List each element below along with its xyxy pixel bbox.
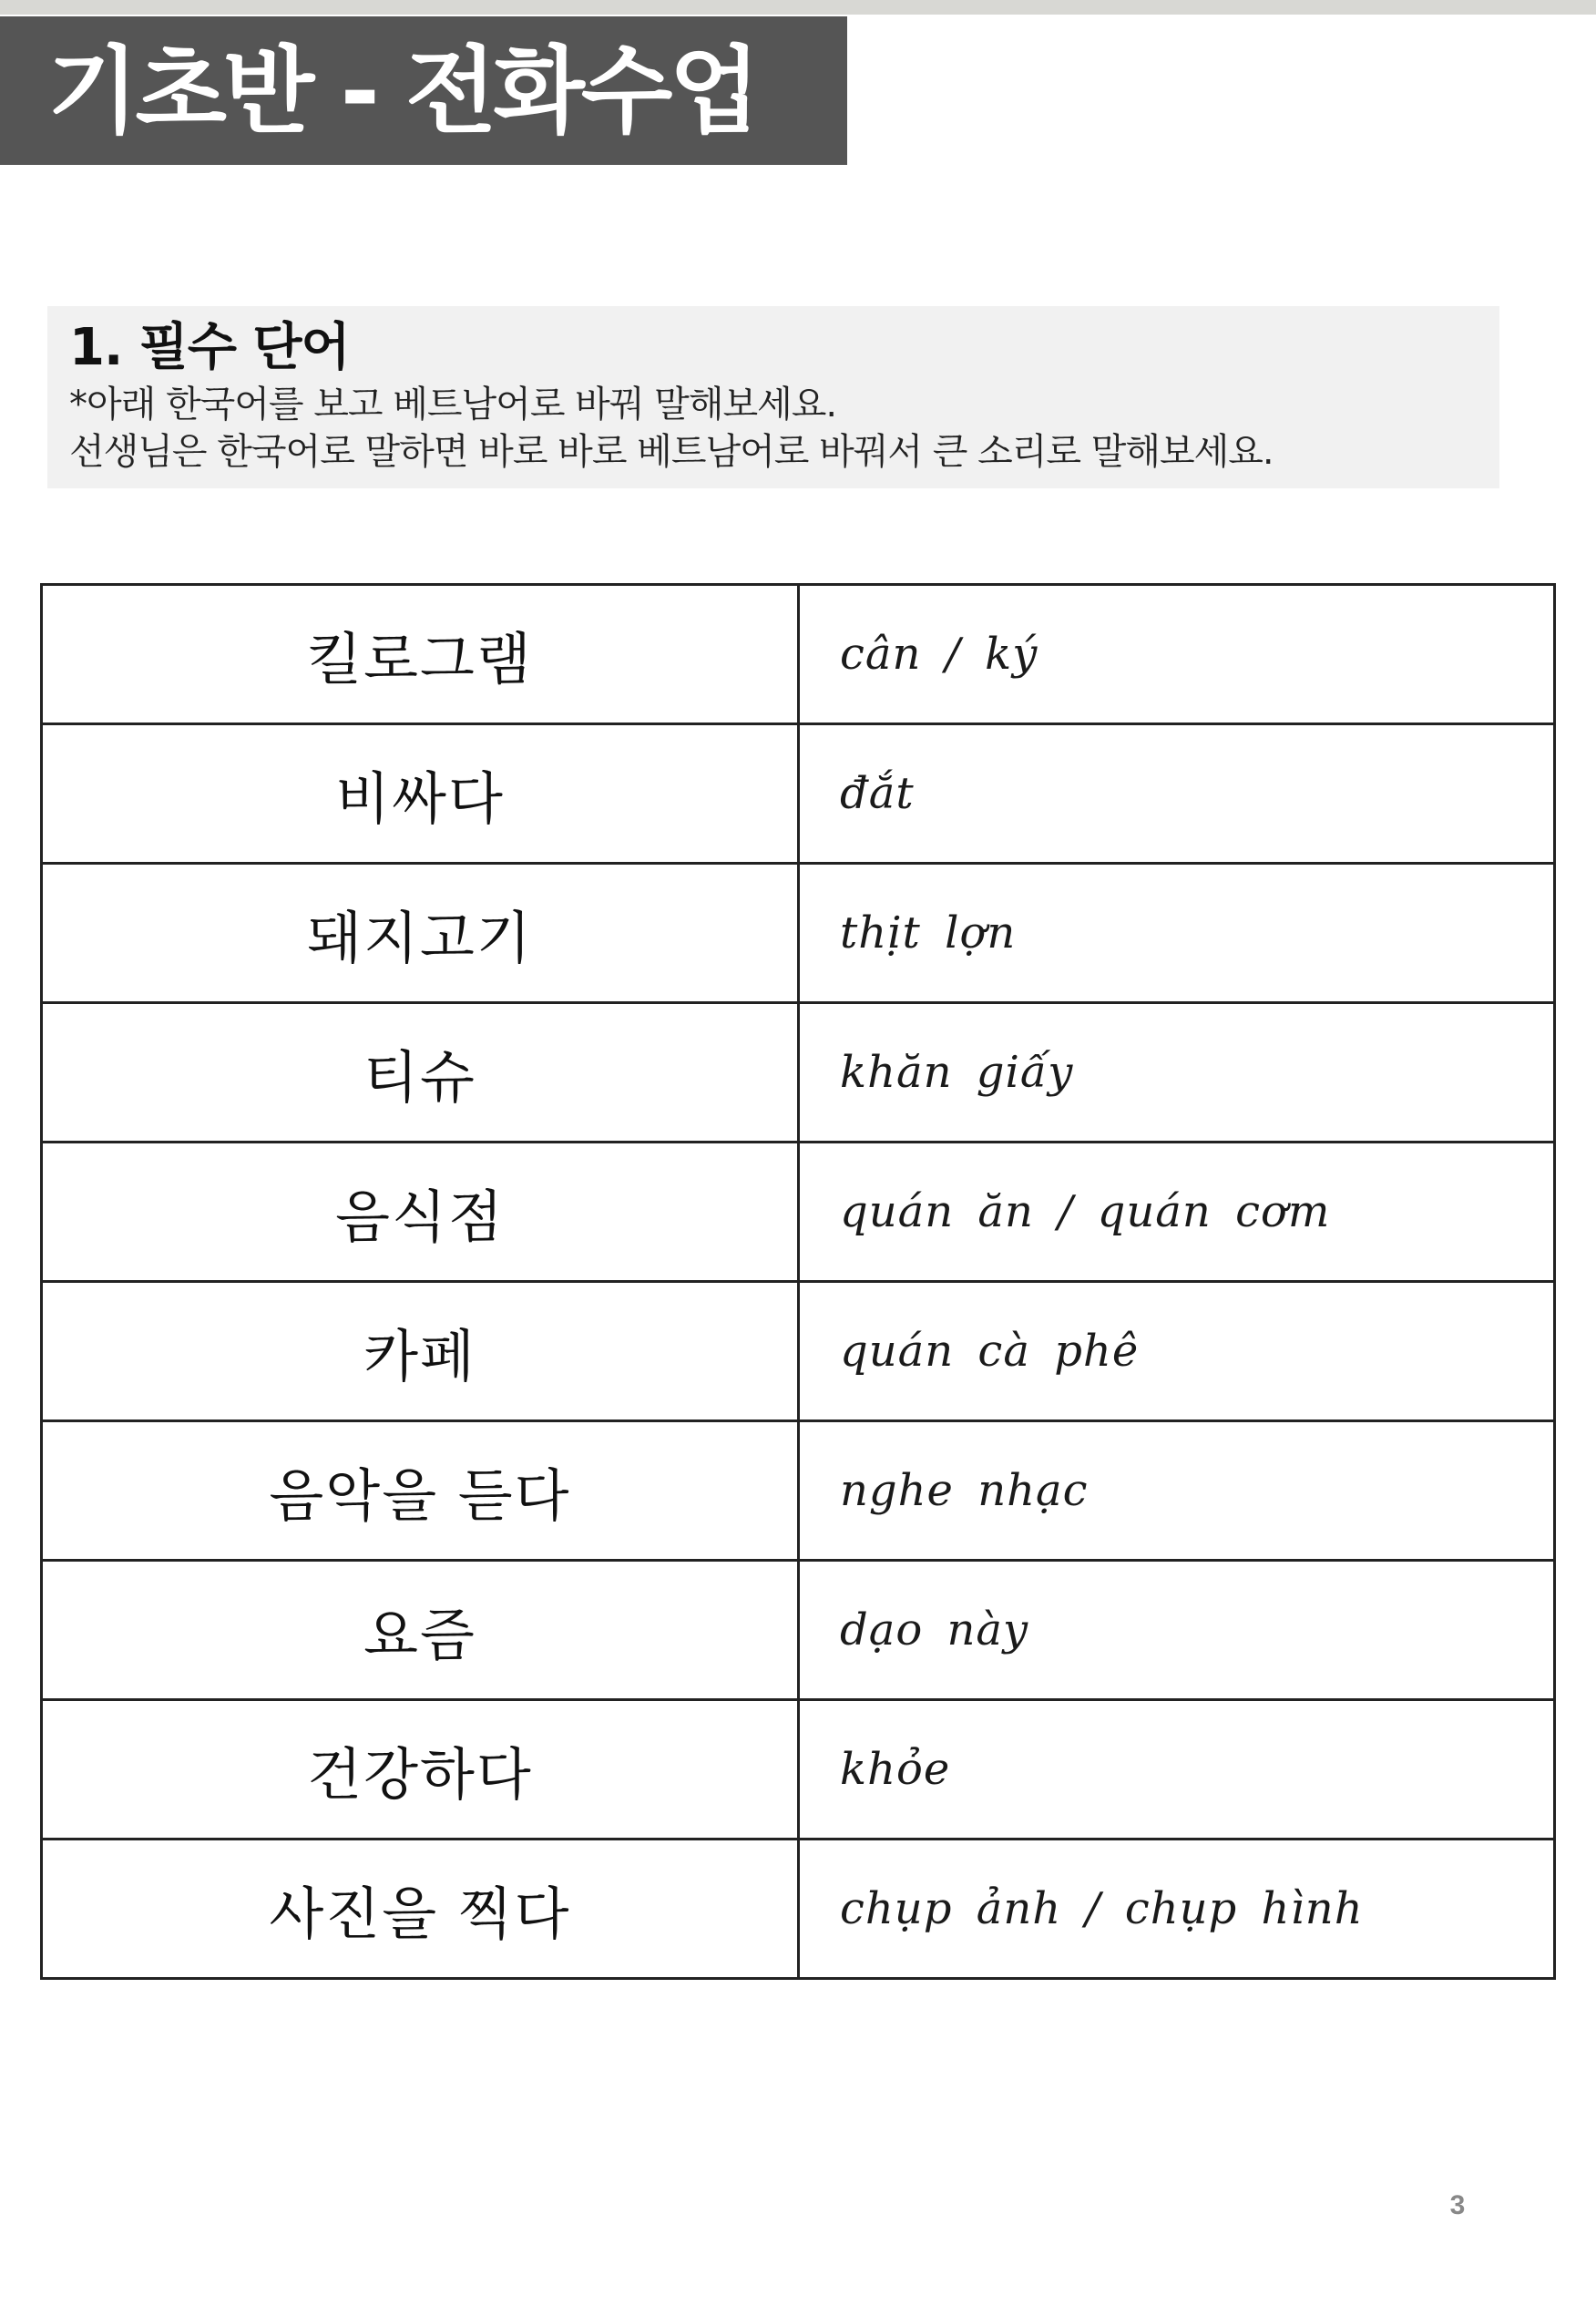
table-row (42, 1003, 1555, 1143)
title-bar (0, 16, 847, 165)
table-row (42, 1421, 1555, 1561)
korean-word-cell: 음식점 (42, 1143, 799, 1282)
korean-word-cell: 티슈 (42, 1003, 799, 1143)
korean-word-cell: 건강하다 (42, 1700, 799, 1840)
table-row (42, 724, 1555, 864)
vietnamese-answer-cell: thịt lợn (799, 864, 1555, 1003)
vietnamese-answer-cell: quán cà phê (799, 1282, 1555, 1421)
vietnamese-answer-cell: dạo này (799, 1561, 1555, 1700)
top-strip (0, 0, 1596, 15)
korean-word-cell: 사진을 찍다 (42, 1840, 799, 1979)
table-row (42, 1282, 1555, 1421)
page-title: 기초반 - 전화수업 (47, 35, 757, 147)
table-row (42, 1840, 1555, 1979)
vietnamese-answer-cell: khỏe (799, 1700, 1555, 1840)
table-row (42, 1143, 1555, 1282)
vietnamese-answer-cell: nghe nhạc (799, 1421, 1555, 1561)
vietnamese-answer-cell: chụp ảnh / chụp hình (799, 1840, 1555, 1979)
korean-word-cell: 카페 (42, 1282, 799, 1421)
vocab-table (40, 583, 1556, 1980)
section-header-box (47, 306, 1499, 488)
table-row (42, 1561, 1555, 1700)
instruction-line-1: *아래 한국어를 보고 베트남어로 바꿔 말해보세요. (69, 384, 837, 425)
korean-word-cell: 킬로그램 (42, 585, 799, 724)
table-row (42, 864, 1555, 1003)
korean-word-cell: 비싸다 (42, 724, 799, 864)
table-row (42, 585, 1555, 724)
instruction-line-2: 선생님은 한국어로 말하면 바로 바로 베트남어로 바꿔서 큰 소리로 말해보세요. (69, 431, 1274, 473)
vietnamese-answer-cell: đắt (799, 724, 1555, 864)
section-heading: 1. 필수 단어 (69, 318, 350, 377)
vietnamese-answer-cell: cân / ký (799, 585, 1555, 724)
vietnamese-answer-cell: quán ăn / quán cơm (799, 1143, 1555, 1282)
page-number: 3 (1449, 2190, 1466, 2220)
korean-word-cell: 음악을 듣다 (42, 1421, 799, 1561)
vietnamese-answer-cell: khăn giấy (799, 1003, 1555, 1143)
korean-word-cell: 요즘 (42, 1561, 799, 1700)
table-row (42, 1700, 1555, 1840)
korean-word-cell: 돼지고기 (42, 864, 799, 1003)
